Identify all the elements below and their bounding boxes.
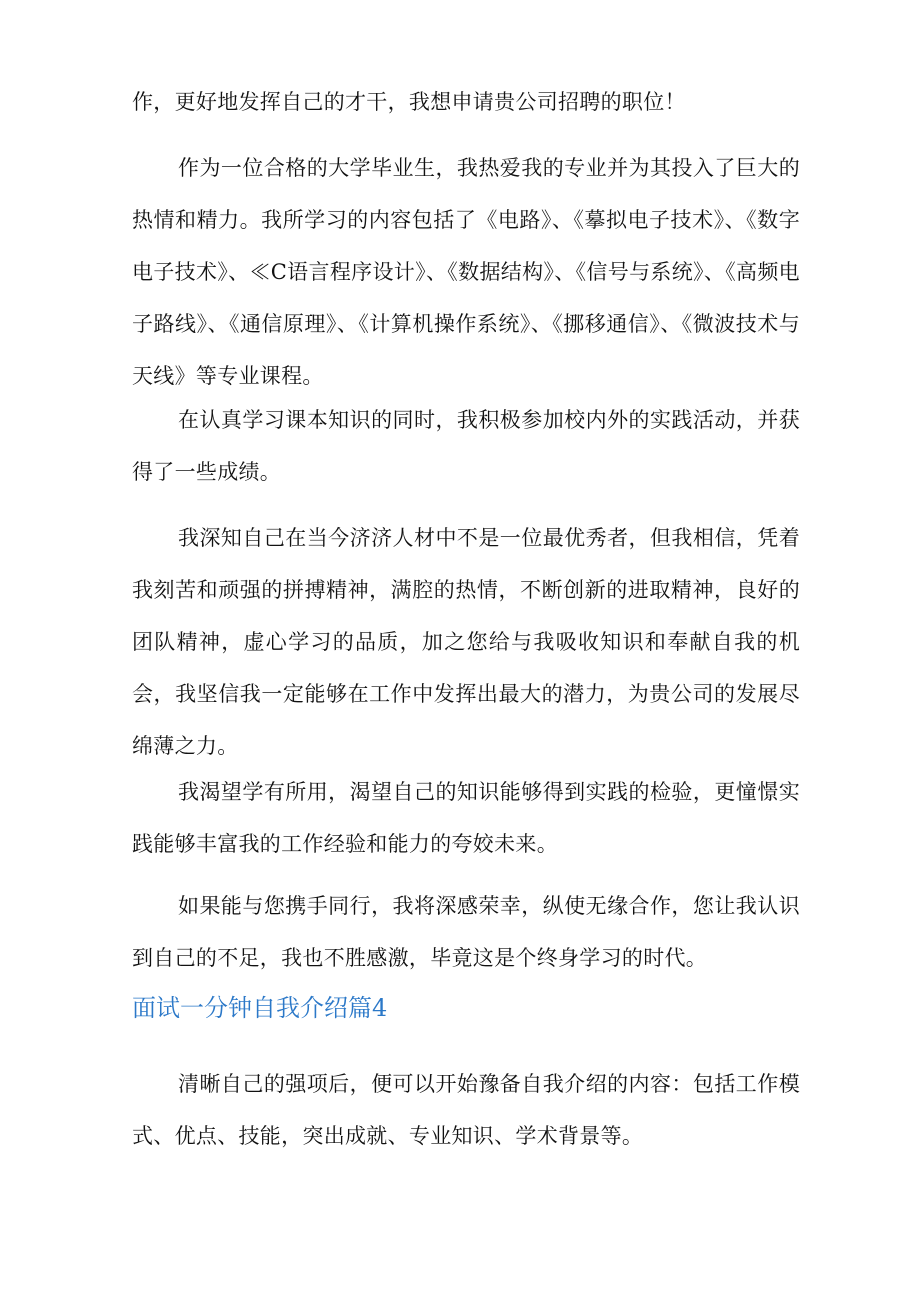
paragraph-self-assessment: 我深知自己在当今济济人材中不是一位最优秀者，但我相信，凭着我刻苦和顽强的拼搏精神，满腔的热情，不断创新的进取精神，良好的团队精神，虚心学习的品质，加之您给与我吸收知识和奉献自我的机会，我坚信我一定能够在工作中发挥出最大的潜力，为贵公司的发展尽绵薄之力。	[132, 526, 800, 758]
paragraph-major-courses: 作为一位合格的大学毕业生，我热爱我的专业并为其投入了巨大的热情和精力。我所学习的内容包括了《电路》、《摹拟电子技术》、《数字电子技术》、≪C语言程序设计》、《数据结构》、《信号与系统》、《高频电子路线》、《通信原理》、《计算机操作系统》、《挪移通信》、《微波技术与天线》等专业课程。	[132, 156, 800, 388]
section-heading: 面试一分钟自我介绍篇4	[132, 994, 388, 1022]
paragraph-practice: 在认真学习课本知识的同时，我积极参加校内外的实践活动，并获得了一些成绩。	[132, 408, 800, 484]
paragraph-continuation: 作，更好地发挥自己的才干，我想申请贵公司招聘的职位！	[132, 90, 686, 114]
paragraph-closing: 如果能与您携手同行，我将深感荣幸，纵使无缘合作，您让我认识到自己的不足，我也不胜感激，毕竟这是个终身学习的时代。	[132, 894, 800, 970]
paragraph-aspiration: 我渴望学有所用，渴望自己的知识能够得到实践的检验，更憧憬实践能够丰富我的工作经验和能力的夸姣未来。	[132, 780, 800, 856]
paragraph-intro-content: 清晰自己的强项后，便可以开始豫备自我介绍的内容：包括工作模式、优点、技能，突出成就、专业知识、学术背景等。	[132, 1072, 800, 1148]
